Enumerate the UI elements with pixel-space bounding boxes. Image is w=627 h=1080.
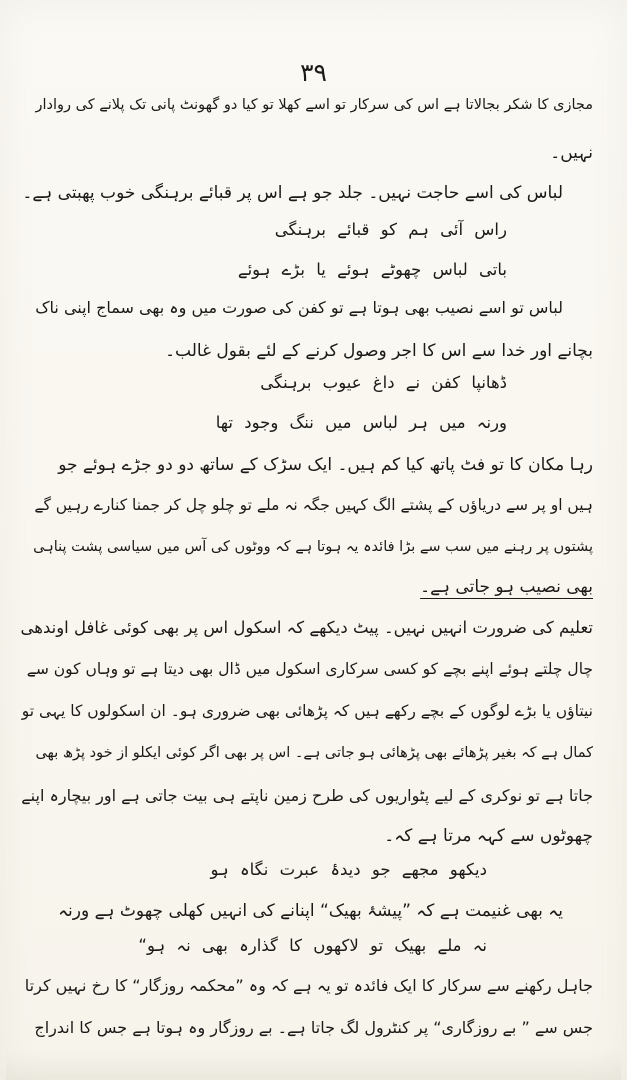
verse-line: ورنہ میں ہر لباس میں ننگ وجود تھا — [215, 413, 507, 432]
text-line: ہیں او پر سے دریاؤں کے پشتے الگ کہیں جگہ نہ ملے تو چلو چل کر جمنا کنارے رہیں گے — [34, 496, 593, 514]
verse-line: دیکھو مجھے جو دیدۂ عبرت نگاہ ہو — [210, 860, 487, 879]
text-line: لباس تو اسے نصیب بھی ہوتا ہے تو کفن کی صورت میں وہ بھی سماج اپنی ناک — [35, 298, 563, 317]
text-line: نیتاؤں یا بڑے لوگوں کے بچے رکھے ہیں کہ پڑھائی بھی ضروری ہو۔ ان اسکولوں کا یہی تو — [21, 702, 593, 720]
text-line: کمال ہے کہ بغیر پڑھائے بھی پڑھائی ہو جاتی ہے۔ اس پر بھی اگر کوئی ایکلو از خود پڑھ بھی — [35, 745, 593, 761]
verse-line: نہ ملے بھیک تو لاکھوں کا گذارہ بھی نہ ہو“ — [138, 936, 487, 955]
text-line: لباس کی اسے حاجت نہیں۔ جلد جو ہے اس پر قبائے برہنگی خوب پھبتی ہے۔ — [22, 183, 563, 203]
text-line: بھی نصیب ہو جاتی ہے۔ — [420, 577, 593, 597]
text-line: بچانے اور خدا سے اس کا اجر وصول کرنے کے لئے بقول غالب۔ — [165, 341, 593, 361]
page-edge-shadow — [6, 1050, 621, 1080]
text-line: چال چلتے ہوئے اپنے بچے کو کسی سرکاری اسکول میں ڈال بھی دیتا ہے تو وہاں کون سے — [26, 660, 593, 678]
verse-line: ڈھانپا کفن نے داغ عیوب برہنگی — [260, 373, 507, 392]
verse-line: راس آئی ہم کو قبائے برہنگی — [274, 220, 507, 239]
text-line: جاہل رکھنے سے سرکار کا ایک فائدہ تو یہ ہے کہ وہ ”محکمہ روزگار“ کا رخ نہیں کرتا — [24, 976, 593, 995]
text-line: چھوٹوں سے کہہ مرتا ہے کہ۔ — [384, 826, 593, 846]
text-line: جس سے ” بے روزگاری“ پر کنٹرول لگ جاتا ہے۔ بے روزگار وہ ہوتا ہے جس کا اندراج — [34, 1018, 593, 1037]
page-number: ۳۹ — [300, 58, 327, 87]
text-line: نہیں۔ — [550, 143, 593, 163]
text-line: پشتوں پر رہنے میں سب سے بڑا فائدہ یہ ہوتا ہے کہ ووٹوں کی آس میں سیاسی پشت پناہی — [33, 539, 593, 555]
text-line: یہ بھی غنیمت ہے کہ ”پیشۂ بھیک“ اپنانے کی انہیں کھلی چھوٹ ہے ورنہ — [58, 901, 563, 921]
text-line: تعلیم کی ضرورت انہیں نہیں۔ پیٹ دیکھے کہ اسکول اس پر بھی کوئی غافل اوندھی — [20, 618, 593, 637]
text-line: مجازی کا شکر بجالاتا ہے اس کی سرکار تو اسے کھلا تو کیا دو گھونٹ پانی تک پلانے کی روادار — [35, 97, 593, 113]
verse-line: باتی لباس چھوٹے ہوئے یا بڑے ہوئے — [237, 260, 507, 279]
text-line: رہا مکان کا تو فٹ پاتھ کیا کم ہیں۔ ایک سڑک کے ساتھ دو دو جڑے ہوئے جو — [58, 455, 593, 475]
text-line: جاتا ہے تو نوکری کے لیے پٹواریوں کی طرح زمین ناپتے ہی بیت جاتی ہے اور بیچارہ اپنے — [21, 786, 593, 805]
